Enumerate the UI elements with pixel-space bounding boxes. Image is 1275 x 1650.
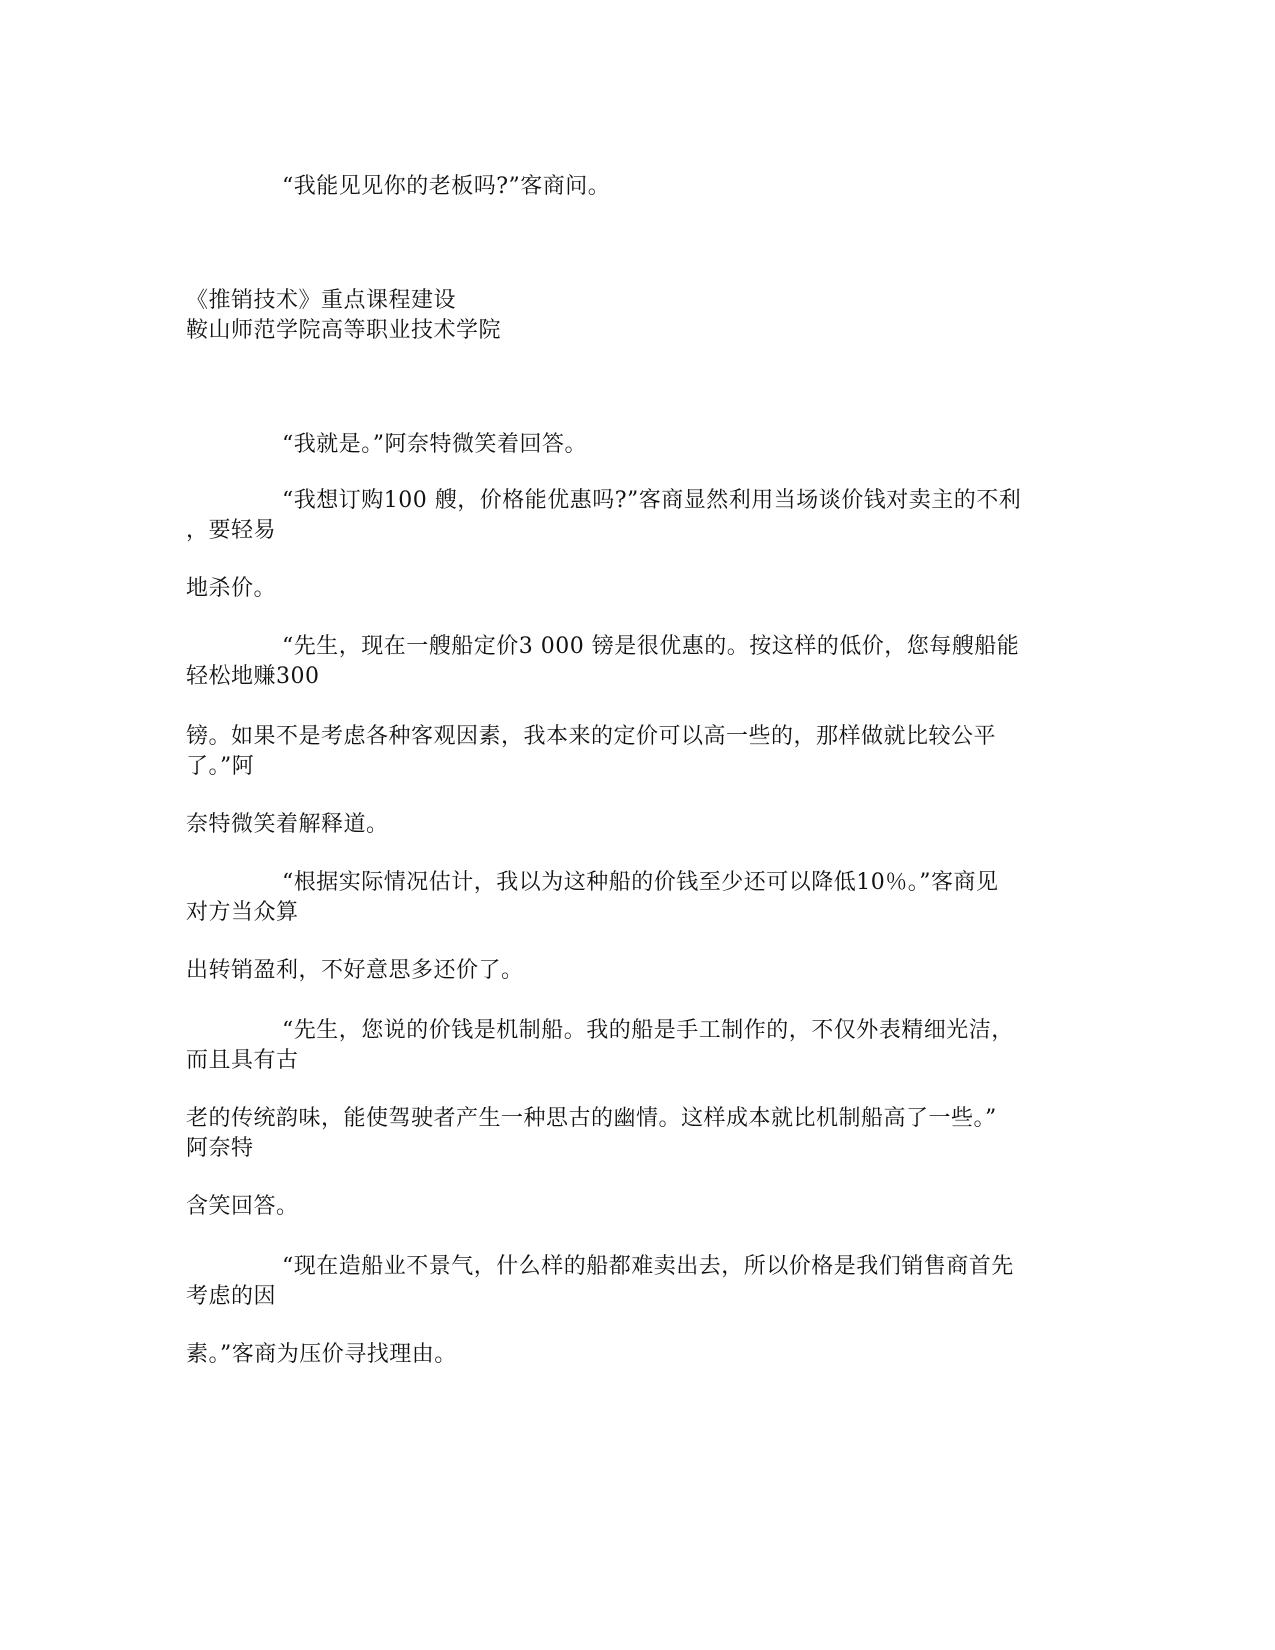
paragraph-line: 对方当众算	[186, 900, 299, 925]
header-institution: 鞍山师范学院高等职业技术学院	[186, 318, 502, 343]
paragraph-line: “根据实际情况估计，我以为这种船的价钱至少还可以降低10％。”客商见	[282, 870, 999, 895]
paragraph-line: “先生，您说的价钱是机制船。我的船是手工制作的，不仅外表精细光洁，	[282, 1018, 1014, 1043]
paragraph-line: ，要轻易	[186, 518, 277, 543]
paragraph-line: “我想订购100 艘，价格能优惠吗?”客商显然利用当场谈价钱对卖主的不利	[282, 488, 1022, 513]
paragraph-line: 阿奈特	[186, 1136, 254, 1161]
paragraph-line: 轻松地赚300	[186, 664, 320, 689]
paragraph-line: 出转销盈利，不好意思多还价了。	[186, 958, 524, 983]
paragraph-line: 素。”客商为压价寻找理由。	[186, 1342, 457, 1367]
header-course-title: 《推销技术》重点课程建设	[186, 288, 457, 313]
paragraph-line: 而且具有古	[186, 1048, 299, 1073]
paragraph-line: 考虑的因	[186, 1284, 277, 1309]
paragraph-line: 老的传统韵味，能使驾驶者产生一种思古的幽情。这样成本就比机制船高了一些。”	[186, 1106, 997, 1131]
paragraph-line: “我就是。”阿奈特微笑着回答。	[282, 432, 587, 457]
paragraph-line: 奈特微笑着解释道。	[186, 812, 389, 837]
paragraph-line: “现在造船业不景气，什么样的船都难卖出去，所以价格是我们销售商首先	[282, 1254, 1014, 1279]
paragraph-line: 含笑回答。	[186, 1194, 299, 1219]
paragraph-line: 地杀价。	[186, 576, 277, 601]
paragraph-line: “我能见见你的老板吗?”客商问。	[282, 174, 611, 199]
paragraph-line: “先生，现在一艘船定价3 000 镑是很优惠的。按这样的低价，您每艘船能	[282, 634, 1020, 659]
paragraph-line: 了。”阿	[186, 754, 255, 779]
paragraph-line: 镑。如果不是考虑各种客观因素，我本来的定价可以高一些的，那样做就比较公平	[186, 724, 997, 749]
